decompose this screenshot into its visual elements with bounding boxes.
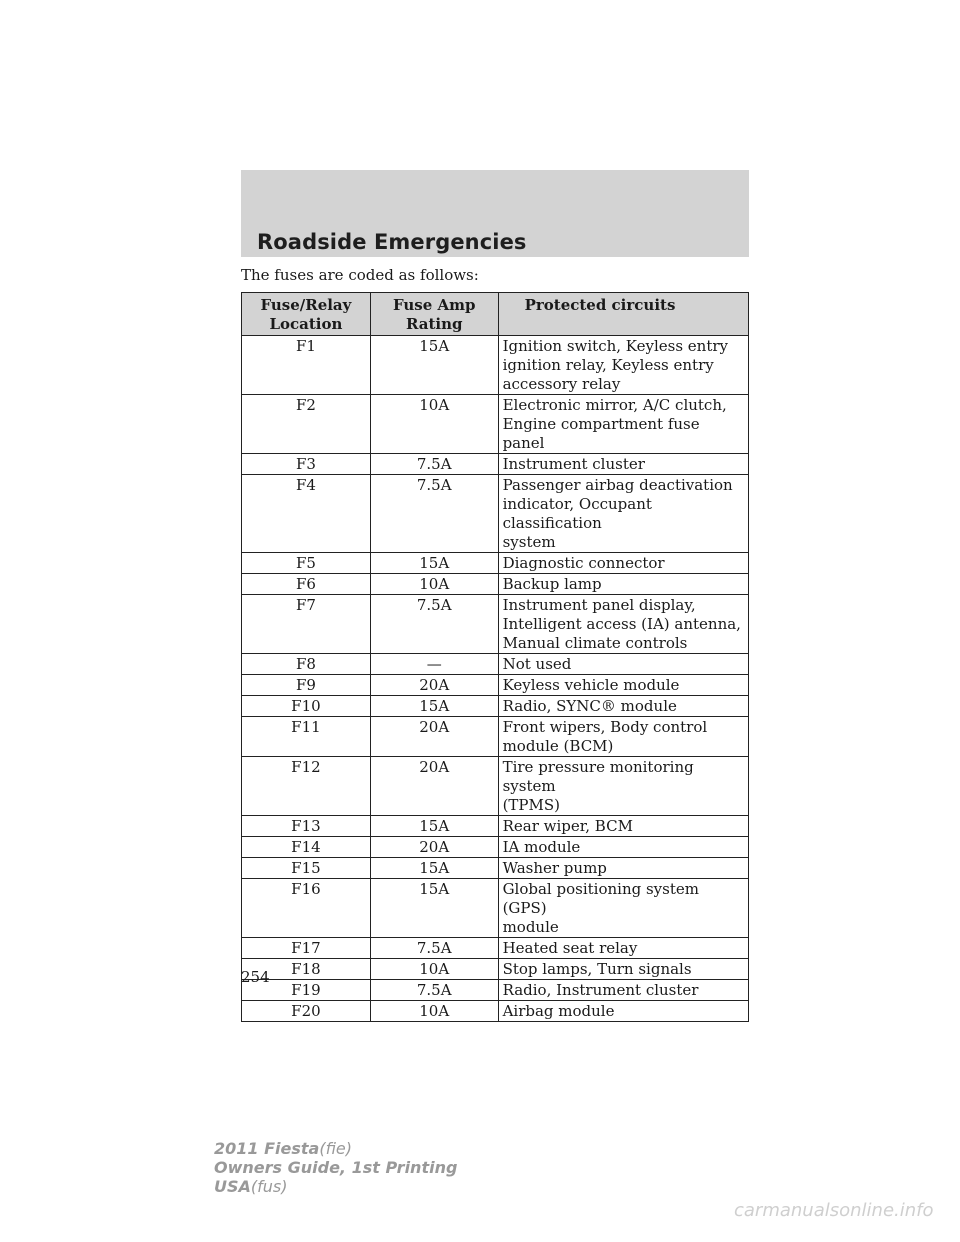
- protected-circuits: [498, 553, 748, 574]
- print-footer: [214, 1139, 457, 1196]
- table-row: [242, 980, 749, 1001]
- protected-circuits: [498, 696, 748, 717]
- protected-circuits: [498, 837, 748, 858]
- protected-circuits-line: (TPMS): [502, 796, 561, 814]
- table-row: [242, 675, 749, 696]
- table-row: [242, 654, 749, 675]
- protected-circuits-line: Stop lamps, Turn signals: [502, 960, 692, 978]
- fuse-location: F20: [242, 1001, 371, 1022]
- protected-circuits-line: Ignition switch, Keyless entry: [502, 337, 729, 355]
- protected-circuits: [498, 717, 748, 757]
- fuse-amp-rating: 15A: [370, 858, 498, 879]
- table-row: [242, 717, 749, 757]
- table-row: [242, 959, 749, 980]
- protected-circuits-line: Electronic mirror, A/C clutch,: [502, 396, 727, 414]
- fuse-location: F2: [242, 395, 371, 454]
- protected-circuits: [498, 1001, 748, 1022]
- protected-circuits: [498, 938, 748, 959]
- table-row: [242, 816, 749, 837]
- protected-circuits: [498, 475, 748, 553]
- fuse-location: F10: [242, 696, 371, 717]
- protected-circuits-line: Tire pressure monitoring system: [502, 758, 694, 795]
- table-row: [242, 336, 749, 395]
- fuse-amp-rating: 7.5A: [370, 595, 498, 654]
- fuse-location: F12: [242, 757, 371, 816]
- fuse-location: F5: [242, 553, 371, 574]
- protected-circuits-line: Instrument panel display,: [502, 596, 696, 614]
- table-row: [242, 757, 749, 816]
- protected-circuits: [498, 595, 748, 654]
- fuse-amp-rating: 10A: [370, 959, 498, 980]
- protected-circuits-line: IA module: [502, 838, 581, 856]
- protected-circuits-line: Keyless vehicle module: [502, 676, 680, 694]
- protected-circuits: [498, 454, 748, 475]
- fuse-amp-rating: 10A: [370, 574, 498, 595]
- fuse-amp-rating: —: [370, 654, 498, 675]
- protected-circuits-line: Washer pump: [502, 859, 607, 877]
- table-row: [242, 879, 749, 938]
- table-row: [242, 696, 749, 717]
- protected-circuits-line: Front wipers, Body control: [502, 718, 708, 736]
- table-header-row: [242, 293, 749, 336]
- fuse-amp-rating: 7.5A: [370, 938, 498, 959]
- table-row: [242, 1001, 749, 1022]
- protected-circuits-line: Heated seat relay: [502, 939, 638, 957]
- protected-circuits-line: system: [502, 533, 556, 551]
- fuse-location: F13: [242, 816, 371, 837]
- fuse-location: F6: [242, 574, 371, 595]
- protected-circuits: [498, 980, 748, 1001]
- fuse-amp-rating: 10A: [370, 1001, 498, 1022]
- header-location: Fuse/Relay Location: [242, 293, 371, 336]
- protected-circuits: [498, 858, 748, 879]
- fuse-amp-rating: 7.5A: [370, 454, 498, 475]
- footer-model: 2011 Fiesta: [214, 1139, 320, 1158]
- section-banner: [241, 170, 749, 257]
- fuse-location: F11: [242, 717, 371, 757]
- protected-circuits-line: Engine compartment fuse panel: [502, 415, 700, 452]
- fuse-amp-rating: 15A: [370, 879, 498, 938]
- table-row: [242, 475, 749, 553]
- fuse-amp-rating: 20A: [370, 837, 498, 858]
- fuse-amp-rating: 15A: [370, 336, 498, 395]
- protected-circuits-line: Rear wiper, BCM: [502, 817, 633, 835]
- protected-circuits: [498, 336, 748, 395]
- fuse-location: F9: [242, 675, 371, 696]
- fuse-amp-rating: 20A: [370, 757, 498, 816]
- table-row: [242, 595, 749, 654]
- fuse-amp-rating: 15A: [370, 816, 498, 837]
- protected-circuits-line: Diagnostic connector: [502, 554, 665, 572]
- footer-market: USA: [214, 1177, 251, 1196]
- protected-circuits: [498, 757, 748, 816]
- protected-circuits: [498, 395, 748, 454]
- fuse-amp-rating: 15A: [370, 553, 498, 574]
- protected-circuits-line: accessory relay: [502, 375, 621, 393]
- table-row: [242, 454, 749, 475]
- footer-market-code: (fus): [250, 1177, 288, 1196]
- intro-text: The fuses are coded as follows:: [241, 266, 479, 284]
- protected-circuits: [498, 654, 748, 675]
- fuse-location: F14: [242, 837, 371, 858]
- protected-circuits-line: Backup lamp: [502, 575, 602, 593]
- fuse-location: F19: [242, 980, 371, 1001]
- protected-circuits-line: Intelligent access (IA) antenna,: [502, 615, 741, 633]
- fuse-location: F15: [242, 858, 371, 879]
- fuse-location: F8: [242, 654, 371, 675]
- protected-circuits-line: Airbag module: [502, 1002, 615, 1020]
- protected-circuits-line: Instrument cluster: [502, 455, 645, 473]
- fuse-location: F4: [242, 475, 371, 553]
- protected-circuits-line: module: [502, 918, 559, 936]
- section-title: Roadside Emergencies: [257, 230, 527, 254]
- protected-circuits-line: Radio, Instrument cluster: [502, 981, 699, 999]
- protected-circuits-line: Manual climate controls: [502, 634, 688, 652]
- protected-circuits-line: Passenger airbag deactivation: [502, 476, 733, 494]
- protected-circuits-line: Radio, SYNC® module: [502, 697, 677, 715]
- protected-circuits: [498, 879, 748, 938]
- fuse-table: [241, 292, 749, 1022]
- protected-circuits-line: Not used: [502, 655, 572, 673]
- fuse-location: F16: [242, 879, 371, 938]
- protected-circuits-line: module (BCM): [502, 737, 614, 755]
- table-row: [242, 938, 749, 959]
- header-protected-circuits: Protected circuits: [498, 293, 748, 336]
- protected-circuits-line: ignition relay, Keyless entry: [502, 356, 714, 374]
- fuse-location: F7: [242, 595, 371, 654]
- table-row: [242, 858, 749, 879]
- table-body: [242, 336, 749, 1022]
- protected-circuits-line: indicator, Occupant classification: [502, 495, 652, 532]
- fuse-amp-rating: 15A: [370, 696, 498, 717]
- watermark: carmanualsonline.info: [734, 1200, 934, 1221]
- header-amp-rating: Fuse Amp Rating: [370, 293, 498, 336]
- page-number: 254: [241, 968, 270, 986]
- fuse-location: F17: [242, 938, 371, 959]
- protected-circuits-line: Global positioning system (GPS): [502, 880, 699, 917]
- table-row: [242, 553, 749, 574]
- fuse-amp-rating: 7.5A: [370, 475, 498, 553]
- fuse-location: F3: [242, 454, 371, 475]
- fuse-location: F1: [242, 336, 371, 395]
- protected-circuits: [498, 959, 748, 980]
- protected-circuits: [498, 675, 748, 696]
- fuse-amp-rating: 10A: [370, 395, 498, 454]
- fuse-location: F18: [242, 959, 371, 980]
- table-row: [242, 395, 749, 454]
- footer-model-code: (fie): [319, 1139, 353, 1158]
- fuse-amp-rating: 20A: [370, 717, 498, 757]
- footer-edition: Owners Guide, 1st Printing: [214, 1158, 458, 1177]
- protected-circuits: [498, 574, 748, 595]
- fuse-amp-rating: 7.5A: [370, 980, 498, 1001]
- protected-circuits: [498, 816, 748, 837]
- table-row: [242, 837, 749, 858]
- fuse-amp-rating: 20A: [370, 675, 498, 696]
- table-row: [242, 574, 749, 595]
